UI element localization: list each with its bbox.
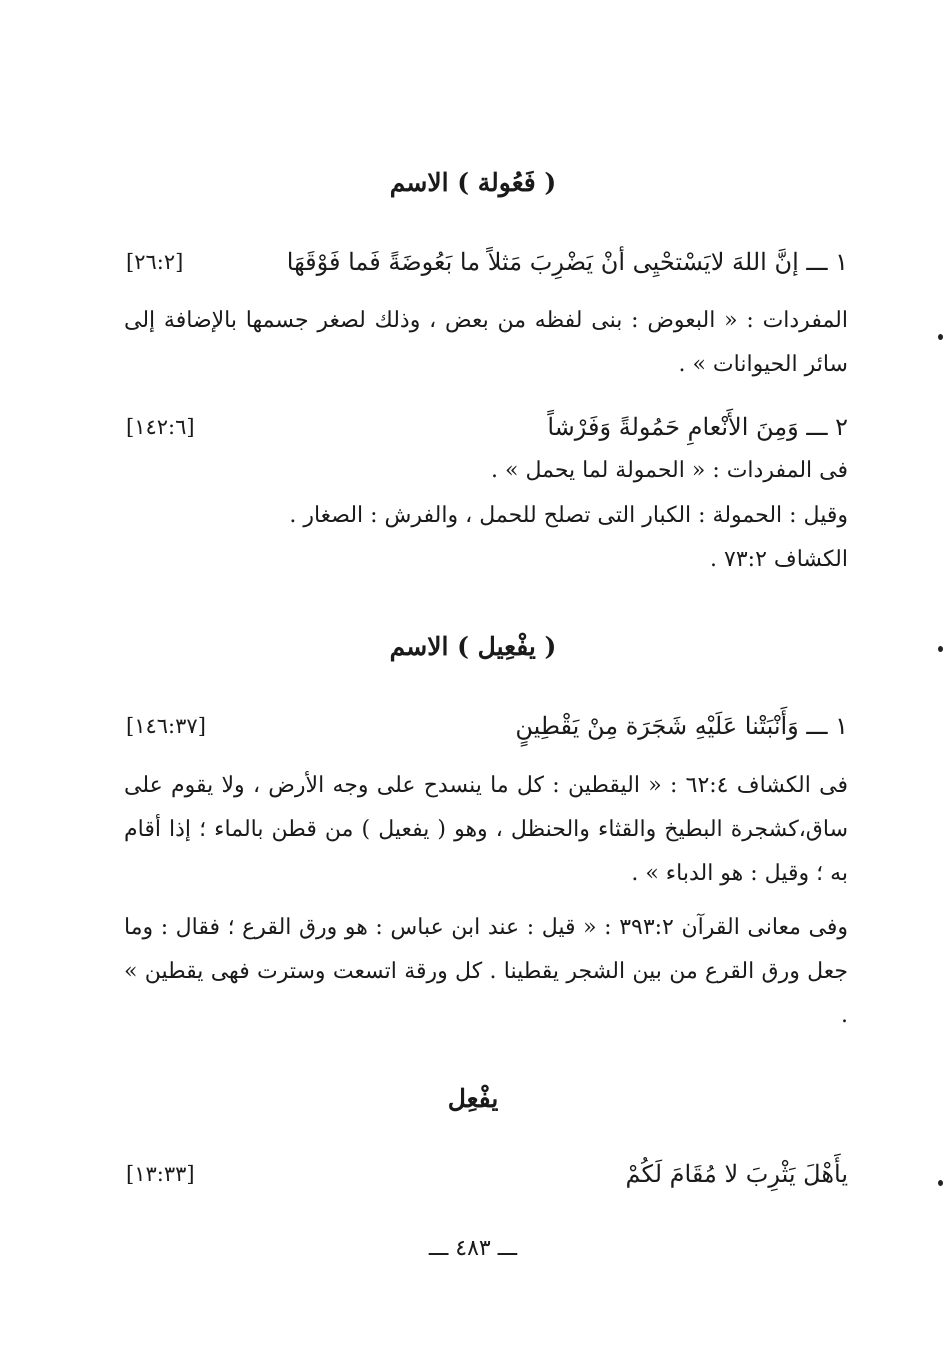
scan-speck [938, 334, 943, 340]
verse-reference: [١٣:٣٣] [126, 1162, 195, 1186]
verse-reference: [١٤٦:٣٧] [126, 714, 206, 738]
verse-reference: [١٤٢:٦] [126, 415, 195, 439]
commentary-line: فى المفردات : « الحمولة لما يحمل » . [491, 458, 848, 483]
section-heading-fauula: ( فَعُولة ) الاسم [389, 168, 557, 197]
verse-text: ١ ـــ إنَّ اللهَ لايَسْتحْيِى أنْ يَضْرِبَ مَثلاً ما بَعُوضَةً فَما فَوْقَهَا [286, 248, 848, 276]
verse-entry [120, 1160, 848, 1200]
section-heading-yafil-verb: يفْعِل [447, 1084, 499, 1113]
verse-text: ١ ـــ وَأَنْبَتْنا عَلَيْهِ شَجَرَة مِنْ يَقْطِينٍ [515, 712, 848, 740]
commentary-paragraph: وفى معانى القرآن ٣٩٣:٢ : « قيل : عند ابن عباس : هو ورق القرع ؛ فقال : وما جعل ورق القرع من بين الشجر يقطينا . كل ورقة اتسعت وسترت فهى يقطين » . [124, 915, 849, 1028]
verse-reference: [٢٦:٢] [126, 250, 184, 274]
commentary-line: وقيل : الحمولة : الكبار التى تصلح للحمل ، والفرش : الصغار . [289, 503, 848, 528]
scan-speck [938, 1180, 943, 1186]
verse-entry [120, 413, 848, 453]
commentary-paragraph: المفردات : « البعوض : بنى لفظه من بعض ، وذلك لصغر جسمها بالإضافة إلى سائر الحيوانات » . [124, 308, 848, 377]
verse-text: ٢ ـــ وَمِنَ الأَنْعامِ حَمُولةً وَفَرْشاً [547, 413, 848, 441]
section-heading-yafil: ( يفْعِيل ) الاسم [389, 632, 557, 661]
verse-text: يأَهْلَ يَثْرِبَ لا مُقَامَ لَكُمْ [625, 1160, 848, 1188]
scan-speck [938, 646, 943, 652]
verse-entry [120, 712, 848, 752]
commentary-paragraph: فى الكشاف ٦٢:٤ : « اليقطين : كل ما ينسدح على وجه الأرض ، ولا يقوم على ساق،كشجرة البطيخ والقثاء والحنظل ، وهو ( يفعيل ) من قطن بالماء ؛ إذا أقام به ؛ وقيل : هو الدباء » . [124, 773, 848, 886]
verse-entry [120, 248, 848, 288]
commentary-line: الكشاف ٧٣:٢ . [710, 547, 848, 572]
page-number: ـــ ٤٨٣ ـــ [428, 1236, 518, 1261]
